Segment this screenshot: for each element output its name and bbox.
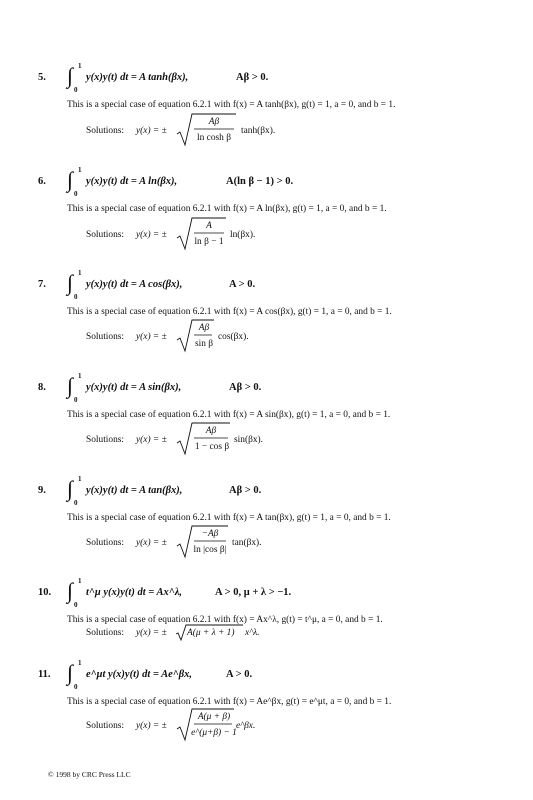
solution-tail: tan(βx). xyxy=(232,538,262,548)
integral-sign: ∫ xyxy=(67,63,74,88)
solution-tail: e^βx. xyxy=(236,721,256,731)
equation-description: This is a special case of equation 6.2.1 with f(x) = A sin(βx), g(t) = 1, a = 0, and b = 1. xyxy=(67,410,391,420)
equation-formula: y(x)y(t) dt = A tan(βx), xyxy=(86,485,183,496)
solution-label: Solutions: xyxy=(86,628,125,638)
solution-lhs: y(x) = ± xyxy=(136,628,167,638)
upper-limit: 1 xyxy=(78,372,82,380)
solution-lhs: y(x) = ± xyxy=(136,721,167,731)
solution-label: Solutions: xyxy=(86,538,125,548)
equation-formula: y(x)y(t) dt = A ln(βx), xyxy=(86,176,178,187)
solution-tail: x^λ. xyxy=(245,628,260,638)
solution-label: Solutions: xyxy=(86,721,125,731)
equation-formula: y(x)y(t) dt = A tanh(βx), xyxy=(86,72,189,83)
fraction-denominator: ln cosh β xyxy=(197,133,231,143)
equation-number: 6. xyxy=(38,176,46,187)
fraction-numerator: A xyxy=(206,221,212,231)
equation-number: 8. xyxy=(38,382,46,393)
equation-condition: Aβ > 0. xyxy=(229,382,262,393)
equation-formula: y(x)y(t) dt = A cos(βx), xyxy=(86,279,183,290)
solution-label: Solutions: xyxy=(86,126,125,136)
equation-condition: Aβ > 0. xyxy=(229,485,262,496)
equation-formula: t^μ y(x)y(t) dt = Ax^λ, xyxy=(86,587,182,598)
solution-lhs: y(x) = ± xyxy=(136,230,167,240)
solution-label: Solutions: xyxy=(86,435,125,445)
equation-condition: Aβ > 0. xyxy=(236,72,269,83)
fraction-numerator: Aβ xyxy=(208,117,220,127)
equation-number: 9. xyxy=(38,485,46,496)
equation-condition: A > 0. xyxy=(226,669,253,680)
fraction-numerator: Aβ xyxy=(198,323,210,333)
solution-label: Solutions: xyxy=(86,230,125,240)
lower-limit: 0 xyxy=(74,396,78,404)
equation-description: This is a special case of equation 6.2.1 with f(x) = A tan(βx), g(t) = 1, a = 0, and b = 1. xyxy=(67,513,391,523)
equation-formula: e^μt y(x)y(t) dt = Ae^βx, xyxy=(86,669,193,680)
lower-limit: 0 xyxy=(74,190,78,198)
solution-lhs: y(x) = ± xyxy=(136,126,167,136)
equation-description: This is a special case of equation 6.2.1 with f(x) = A ln(βx), g(t) = 1, a = 0, and b = 1. xyxy=(67,204,387,214)
fraction-numerator: Aβ xyxy=(205,426,217,436)
fraction-denominator: sin β xyxy=(194,339,214,349)
fraction-denominator: ln β − 1 xyxy=(194,237,224,247)
lower-limit: 0 xyxy=(74,86,78,94)
lower-limit: 0 xyxy=(74,601,78,609)
equation-condition: A > 0. xyxy=(229,279,256,290)
fraction-numerator: −Aβ xyxy=(201,529,219,539)
sqrt-content: A(μ + λ + 1) xyxy=(187,628,235,638)
equation-number: 5. xyxy=(38,72,46,83)
equation-number: 7. xyxy=(38,279,46,290)
equation-condition: A > 0, μ + λ > −1. xyxy=(215,587,292,598)
equation-description: This is a special case of equation 6.2.1 with f(x) = A cos(βx), g(t) = 1, a = 0, and b = 1. xyxy=(67,307,392,317)
fraction-denominator: ln |cos β| xyxy=(193,545,227,555)
solution-label: Solutions: xyxy=(86,332,125,342)
integral-sign: ∫ xyxy=(67,476,74,501)
solution-tail: tanh(βx). xyxy=(241,126,276,136)
integral-sign: ∫ xyxy=(67,270,74,295)
integral-sign: ∫ xyxy=(67,167,74,192)
upper-limit: 1 xyxy=(78,166,82,174)
equation-number: 10. xyxy=(38,587,52,598)
fraction-denominator: e^(μ+β) − 1 xyxy=(191,728,237,738)
copyright-footer: © 1998 by CRC Press LLC xyxy=(48,770,131,779)
equation-number: 11. xyxy=(38,669,51,680)
lower-limit: 0 xyxy=(74,683,78,691)
fraction-denominator: 1 − cos β xyxy=(194,442,230,452)
upper-limit: 1 xyxy=(78,475,82,483)
integral-sign: ∫ xyxy=(67,578,74,603)
integral-sign: ∫ xyxy=(67,373,74,398)
upper-limit: 1 xyxy=(78,269,82,277)
solution-lhs: y(x) = ± xyxy=(136,538,167,548)
upper-limit: 1 xyxy=(78,659,82,667)
equation-description: This is a special case of equation 6.2.1 with f(x) = A tanh(βx), g(t) = 1, a = 0, and b = 1. xyxy=(67,100,396,110)
solution-tail: cos(βx). xyxy=(218,332,249,342)
equation-formula: y(x)y(t) dt = A sin(βx), xyxy=(86,382,182,393)
solution-tail: ln(βx). xyxy=(230,230,256,240)
upper-limit: 1 xyxy=(78,577,82,585)
solution-lhs: y(x) = ± xyxy=(136,332,167,342)
fraction-numerator: A(μ + β) xyxy=(197,712,231,722)
equation-condition: A(ln β − 1) > 0. xyxy=(226,176,294,187)
lower-limit: 0 xyxy=(74,293,78,301)
integral-sign: ∫ xyxy=(67,660,74,685)
equation-description: This is a special case of equation 6.2.1 with f(x) = Ax^λ, g(t) = t^μ, a = 0, and b = 1. xyxy=(67,615,383,625)
solution-tail: sin(βx). xyxy=(234,435,263,445)
solution-lhs: y(x) = ± xyxy=(136,435,167,445)
upper-limit: 1 xyxy=(78,62,82,70)
lower-limit: 0 xyxy=(74,499,78,507)
equation-description: This is a special case of equation 6.2.1 with f(x) = Ae^βx, g(t) = e^μt, a = 0, and b = 1. xyxy=(67,697,392,707)
